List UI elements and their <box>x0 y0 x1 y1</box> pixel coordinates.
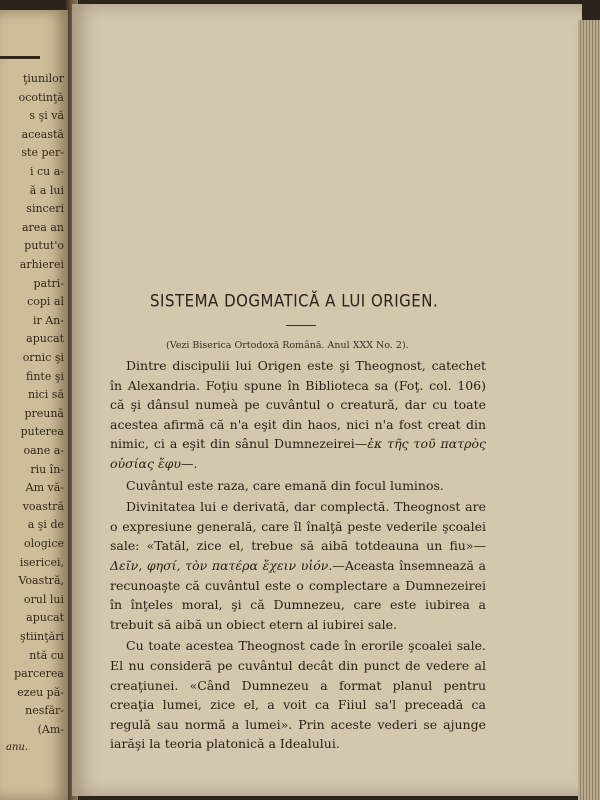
left-page-line: nici să <box>28 388 64 402</box>
title-rule <box>286 325 316 326</box>
paragraph-1: Dintre discipulii lui Origen este şi Theognost, catechet în Alexandria. Foţiu spune în Biblioteca sa (Foţ. col. 106) că şi dânsul numeà pe cuvântul o creatură, dar cu toate acestea afirmă că n'a eşit din haos, nici n'a fost creat din nimic, ci a eşit din sânul Dumnezeirei—ἐκ τῆς τοῦ πατρὸς οὐσίας ἔφυ—. <box>110 358 486 471</box>
left-page-line: sinceri <box>26 202 64 216</box>
left-page-line: ţiunilor <box>22 72 64 85</box>
left-page-line: copi al <box>27 295 64 309</box>
left-page-line: ologice <box>24 537 64 550</box>
left-page-line: i cu a- <box>29 165 64 178</box>
left-page-line: orul lui <box>23 592 64 606</box>
left-page-line: această <box>21 127 64 141</box>
source-note: (Vezi Biserica Ortodoxă Română. Anul XXX No. 2). <box>166 340 409 351</box>
left-page-footer: anu. <box>6 742 29 753</box>
left-page-line: arhierei <box>19 258 64 271</box>
left-page-line: riu în- <box>30 462 64 476</box>
left-page-line: finte şi <box>25 369 64 383</box>
left-page-line: (Am- <box>37 723 64 736</box>
left-page-line: ezeu pă- <box>17 685 64 699</box>
article-title: SISTEMA DOGMATICĂ A LUI ORIGEN. <box>150 290 439 312</box>
left-page-line: isericei, <box>19 555 64 569</box>
left-page-line: ornic şi <box>22 351 64 364</box>
left-page-line: ă a lui <box>29 183 64 197</box>
left-page-line: Am vă- <box>25 481 64 495</box>
left-page-rule <box>0 56 40 59</box>
paragraph-4: Cu toate acestea Theognost cade în erorile şcoalei sale. El nu consideră pe cuvântul decât din punct de vedere al creaţiunei. «Când Dumnezeu a format planul pentru creaţia lumei, zice el, a voit ca Fiiul sa'l preceadă ca regulă sau normă a lumei». Prin aceste vederi se ajunge iarăşi la teoria platonică a Idealului. <box>110 638 486 752</box>
left-page-line: area an <box>21 220 64 234</box>
left-page-line: nesfăr- <box>25 704 64 718</box>
left-page-line: Voastră, <box>18 574 64 588</box>
paragraph-3: Divinitatea lui e derivată, dar complectă. Theognost are o expresiune generală, care îl înalţă peste vederile şcoalei sale: «Tatăl, zice el, trebue să aibă totdeauna un fiu»—Δεῖν, φησί, τὸν πατέρα ἔχειν υἱόν.—Aceasta însemnează a recunoaşte că cuvântul este o complectare a Dumnezeirei în înţeles moral, şi că Dumnezeu, care este iubirea a trebuit să aibă un obiect etern al iubirei sale. <box>110 499 487 632</box>
greek-quote-1: ἐκ τῆς τοῦ πατρὸς οὐσίας ἔφυ <box>110 436 486 471</box>
left-page-line: ocotinţă <box>18 90 64 104</box>
article-body <box>110 356 486 754</box>
greek-quote-2: Δεῖν, φησί, τὸν πατέρα ἔχειν υἱόν. <box>110 557 333 573</box>
left-page-line: oane a- <box>23 444 64 457</box>
left-page-line: ntă cu <box>29 648 64 662</box>
left-page-line: putut'o <box>24 239 64 253</box>
page-edges <box>578 20 600 800</box>
left-page-line: apucat <box>26 611 64 625</box>
left-page-line: s şi vă <box>29 109 64 123</box>
left-page-line: a şi de <box>27 518 64 532</box>
paragraph-2: Cuvântul este raza, care emană din focul luminos. <box>126 477 444 493</box>
left-page-line: parcerea <box>14 667 64 681</box>
left-page-line: preună <box>24 406 64 420</box>
left-page-line: patri- <box>33 276 64 290</box>
left-page-line: voastră <box>22 499 64 513</box>
left-page-line: ştiinţări <box>20 630 64 643</box>
left-page-fragment <box>0 10 68 800</box>
left-page-line: puterea <box>20 425 64 439</box>
left-page-line: ir An- <box>32 313 64 327</box>
left-page-line: ste per- <box>21 146 64 160</box>
left-page-line: apucat <box>26 332 64 346</box>
